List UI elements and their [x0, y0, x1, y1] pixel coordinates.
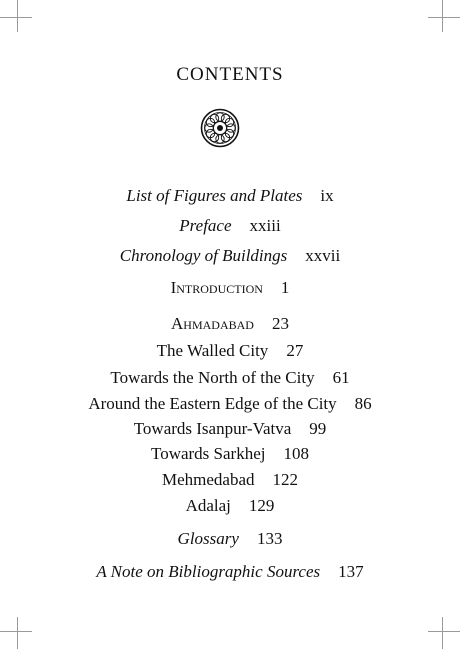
toc-entry-label: Introduction [170, 278, 263, 297]
crop-mark-top-right-h [428, 17, 460, 18]
toc-entry-page: 133 [256, 529, 283, 548]
toc-entry-label: Mehmedabad [161, 470, 255, 489]
crop-mark-top-left-h [0, 17, 32, 18]
toc-entry-north-of-city[interactable] [0, 368, 460, 388]
toc-entry-mehmedabad[interactable] [0, 470, 460, 490]
rosette-ornament-icon [200, 108, 240, 148]
toc-entry-page: 129 [248, 496, 275, 515]
crop-mark-bottom-right-v [442, 617, 443, 649]
toc-entry-isanpur-vatva[interactable] [0, 419, 460, 439]
toc-entry-page: 27 [286, 341, 304, 360]
crop-mark-bottom-right-h [428, 631, 460, 632]
toc-entry-label: Chronology of Buildings [119, 246, 288, 265]
crop-mark-top-left-v [17, 0, 18, 32]
toc-entry-label: Towards Isanpur-Vatva [133, 419, 292, 438]
toc-entry-page: 108 [283, 444, 309, 463]
toc-entry-page: ix [320, 186, 334, 205]
toc-entry-page: 137 [338, 562, 364, 581]
toc-entry-adalaj[interactable] [0, 496, 460, 516]
toc-entry-sarkhej[interactable] [0, 444, 460, 464]
toc-entry-label: Towards the North of the City [110, 368, 315, 387]
toc-entry-label: The Walled City [156, 341, 269, 360]
toc-entry-label: Around the Eastern Edge of the City [88, 394, 337, 413]
toc-entry-walled-city[interactable] [0, 341, 460, 361]
toc-entry-page: 23 [271, 314, 289, 333]
toc-entry-page: 1 [280, 278, 290, 297]
crop-mark-top-right-v [442, 0, 443, 32]
toc-entry-chronology[interactable] [0, 246, 460, 266]
toc-entry-page: 99 [309, 419, 327, 438]
crop-mark-bottom-left-v [17, 617, 18, 649]
toc-entry-page: 86 [354, 394, 372, 413]
toc-entry-label: List of Figures and Plates [126, 186, 303, 205]
toc-entry-page: 122 [272, 470, 299, 489]
toc-entry-label: Ahmadabad [171, 314, 254, 333]
toc-entry-label: Towards Sarkhej [151, 444, 266, 463]
toc-entry-label: Preface [179, 216, 232, 235]
toc-entry-introduction[interactable] [0, 278, 460, 298]
toc-entry-label: Glossary [177, 529, 239, 548]
toc-entry-ahmadabad[interactable] [0, 314, 460, 334]
toc-entry-label: Adalaj [185, 496, 231, 515]
toc-entry-glossary[interactable] [0, 529, 460, 549]
toc-entry-eastern-edge[interactable] [0, 394, 460, 414]
crop-mark-bottom-left-h [0, 631, 32, 632]
toc-entry-label: A Note on Bibliographic Sources [96, 562, 321, 581]
toc-entry-bibliographic-sources[interactable] [0, 562, 460, 582]
page-title: CONTENTS [176, 64, 284, 85]
toc-entry-preface[interactable] [0, 216, 460, 236]
toc-entry-page: 61 [332, 368, 350, 387]
toc-entry-figures[interactable] [0, 186, 460, 206]
toc-entry-page: xxiii [249, 216, 281, 235]
toc-entry-page: xxvii [305, 246, 341, 265]
